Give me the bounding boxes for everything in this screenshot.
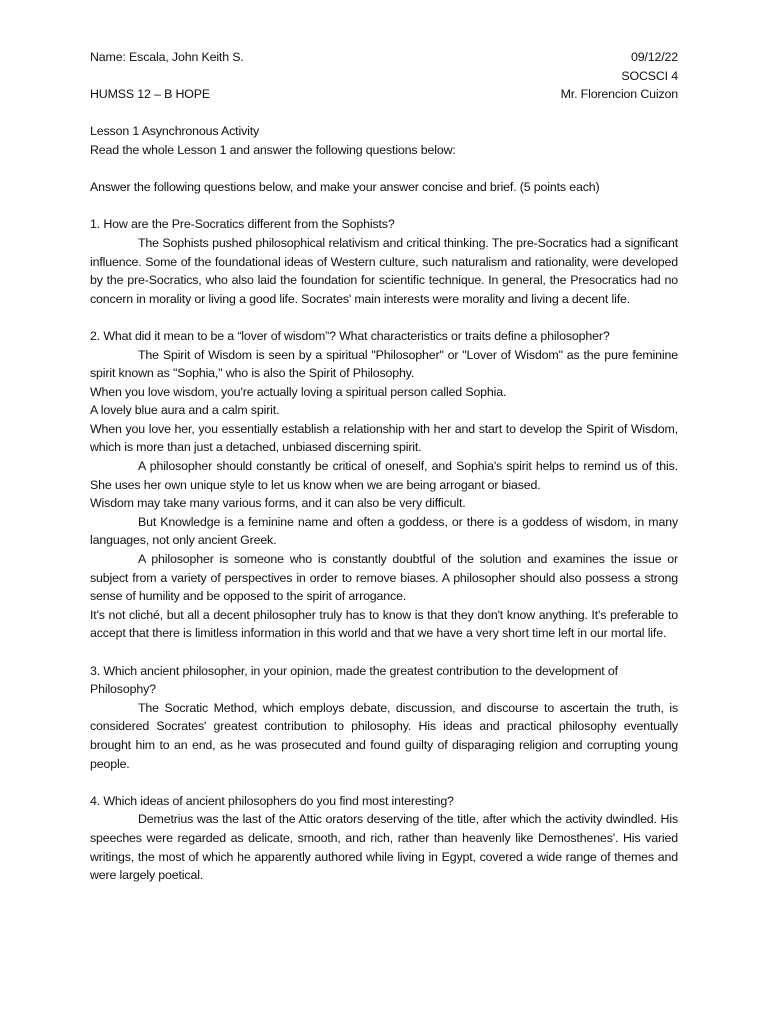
question-3: 3. Which ancient philosopher, in your opinion, made the greatest contribution to the development of Philosophy? [90, 663, 618, 697]
answer-2-paragraph-2: When you love wisdom, you're actually loving a spiritual person called Sophia. [90, 384, 507, 399]
answer-2-paragraph-5: A philosopher should constantly be critical of oneself, and Sophia's spirit helps to remind us of this. She uses her own unique style to let us know when we are being arrogant or biased. [90, 459, 678, 492]
section: HUMSS 12 – B HOPE [90, 87, 211, 102]
question-2: 2. What did it mean to be a “lover of wisdom”? What characteristics or traits define a philosopher? [90, 328, 610, 343]
header-row-2 [90, 85, 678, 104]
answer-2-paragraph-3: A lovely blue aura and a calm spirit. [90, 403, 280, 418]
answer-2-paragraph-4: When you love her, you essentially establish a relationship with her and start to develop the Spirit of Wisdom, which is more than just a detached, unbiased discerning spirit. [90, 421, 678, 455]
answer-1: The Sophists pushed philosophical relativism and critical thinking. The pre-Socratics had a significant influence. Some of the foundational ideas of Western culture, such naturalism and rationality, were developed by the pre-Socratics, who also laid the foundation for scientific technique. In general, the Presocratics had no concern in morality or living a good life. Socrates' main interests were morality and living a decent life. [90, 235, 678, 306]
answer-2-paragraph-9: It's not cliché, but all a decent philosopher truly has to know is that they don't know anything. It's preferable to accept that there is limitless information in this world and that we have a very short time left in our mortal life. [90, 607, 678, 641]
student-name: Name: Escala, John Keith S. [90, 50, 244, 64]
answer-2-paragraph-8: A philosopher is someone who is constantly doubtful of the solution and examines the issue or subject from a variety of perspectives in order to remove biases. A philosopher should also possess a strong sense of humility and be opposed to the spirit of arrogance. [90, 552, 678, 604]
answer-3: The Socratic Method, which employs debate, discussion, and discourse to ascertain the truth, is considered Socrates' greatest contribution to philosophy. His ideas and practical philosophy eventually brought him to an end, as he was prosecuted and found guilty of disparaging religion and corrupting young people. [90, 700, 678, 771]
date: 09/12/22 [630, 50, 678, 64]
teacher-name: Mr. Florencion Cuizon [560, 87, 678, 102]
read-instruction: Read the whole Lesson 1 and answer the following questions below: [90, 142, 456, 157]
subject-code: SOCSCI 4 [621, 68, 678, 83]
header-row-1 [90, 48, 678, 67]
answer-2-paragraph-7: But Knowledge is a feminine name and often a goddess, or there is a goddess of wisdom, in many languages, not only ancient Greek. [90, 514, 678, 548]
answer-instruction: Answer the following questions below, and make your answer concise and brief. (5 points each) [90, 180, 600, 195]
answer-4: Demetrius was the last of the Attic orators deserving of the title, after which the activity dwindled. His speeches were regarded as delicate, smooth, and rich, rather than heavenly like Demosthenes'. His varied writings, the most of which he apparently authored while living in Egypt, covered a wide range of themes and were largely poetical. [90, 812, 678, 883]
question-1: 1. How are the Pre-Socratics different from the Sophists? [90, 217, 395, 232]
answer-2-paragraph-6: Wisdom may take many various forms, and it can also be very difficult. [90, 496, 466, 511]
question-4: 4. Which ideas of ancient philosophers do you find most interesting? [90, 793, 454, 808]
answer-2-paragraph-1: The Spirit of Wisdom is seen by a spiritual "Philosopher" or "Lover of Wisdom" as the pure feminine spirit known as "Sophia," who is also the Spirit of Philosophy. [90, 347, 678, 381]
lesson-title: Lesson 1 Asynchronous Activity [90, 124, 260, 139]
